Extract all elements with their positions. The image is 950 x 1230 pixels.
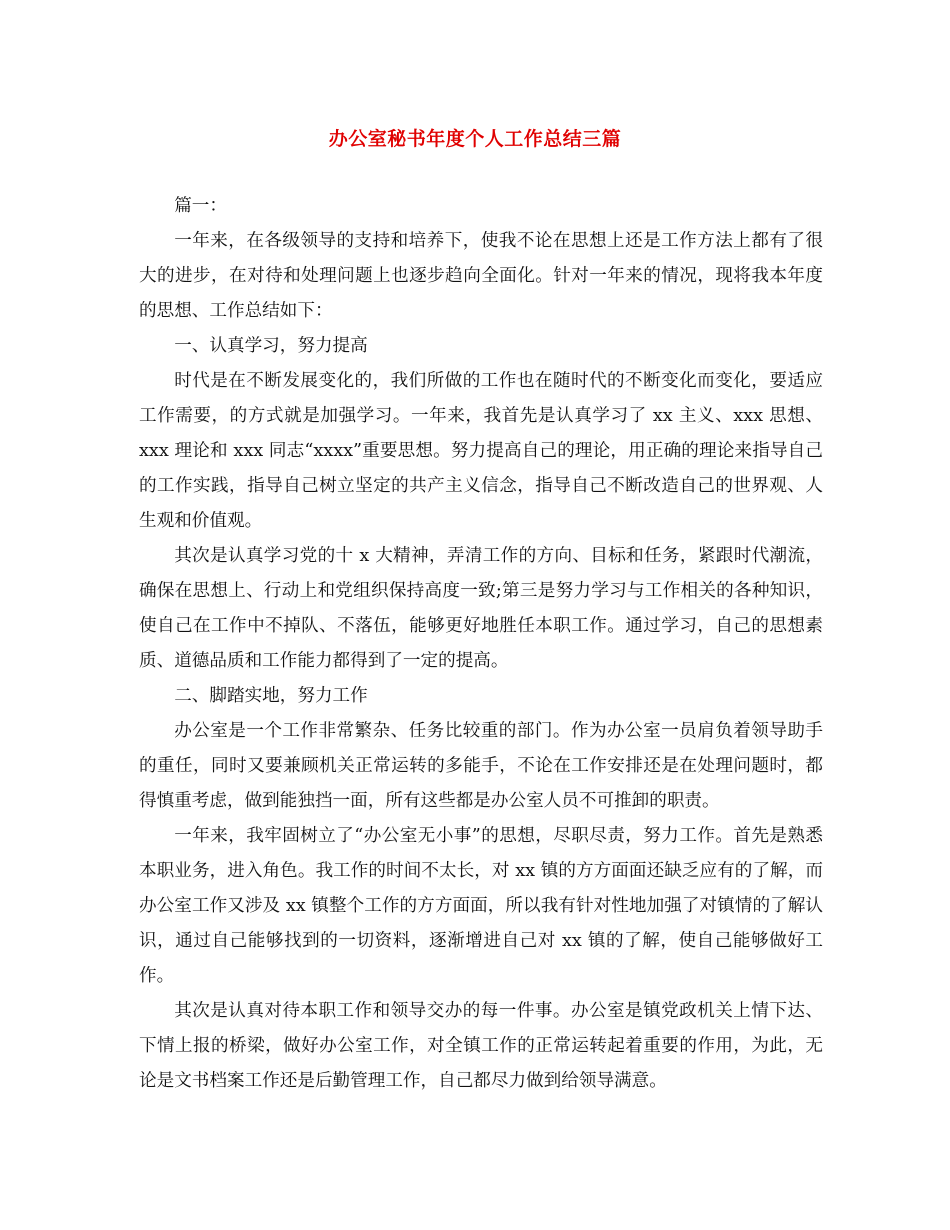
section-heading: 二、脚踏实地，努力工作 — [174, 686, 368, 706]
paragraph: 一年来，我牢固树立了“办公室无小事”的思想，尽职尽责，努力工作。首先是熟悉本职业务，进入角色。我工作的时间不太长，对 xx 镇的方方面面还缺乏应有的了解，而办公室工作又涉及 xx 镇整个工作的方方面面，所以我有针对性地加强了对镇情的了解认识，通过自己能够找到的一切资料，逐渐增进自己对 xx 镇的了解，使自己能够做好工作。 — [139, 826, 823, 986]
section-label: 篇一： — [174, 196, 227, 216]
document-body — [139, 189, 823, 1099]
paragraph: 办公室是一个工作非常繁杂、任务比较重的部门。作为办公室一员肩负着领导助手的重任，同时又要兼顾机关正常运转的多能手，不论在工作安排还是在处理问题时，都得慎重考虑，做到能独挡一面，所有这些都是办公室人员不可推卸的职责。 — [139, 721, 823, 811]
paragraph: 一年来，在各级领导的支持和培养下，使我不论在思想上还是工作方法上都有了很大的进步，在对待和处理问题上也逐步趋向全面化。针对一年来的情况，现将我本年度的思想、工作总结如下： — [139, 231, 823, 321]
paragraph: 时代是在不断发展变化的，我们所做的工作也在随时代的不断变化而变化，要适应工作需要，的方式就是加强学习。一年来，我首先是认真学习了 xx 主义、xxx 思想、xxx 理论和 xxx 同志“xxxx”重要思想。努力提高自己的理论，用正确的理论来指导自己的工作实践，指导自己树立坚定的共产主义信念，指导自己不断改造自己的世界观、人生观和价值观。 — [139, 371, 823, 531]
paragraph: 其次是认真对待本职工作和领导交办的每一件事。办公室是镇党政机关上情下达、下情上报的桥梁，做好办公室工作，对全镇工作的正常运转起着重要的作用，为此，无论是文书档案工作还是后勤管理工作，自己都尽力做到给领导满意。 — [139, 1001, 823, 1091]
document-title: 办公室秘书年度个人工作总结三篇 — [328, 128, 622, 150]
paragraph: 其次是认真学习党的十 x 大精神，弄清工作的方向、目标和任务，紧跟时代潮流，确保在思想上、行动上和党组织保持高度一致;第三是努力学习与工作相关的各种知识，使自己在工作中不掉队、不落伍，能够更好地胜任本职工作。通过学习，自己的思想素质、道德品质和工作能力都得到了一定的提高。 — [139, 546, 823, 671]
section-heading: 一、认真学习，努力提高 — [174, 336, 368, 356]
